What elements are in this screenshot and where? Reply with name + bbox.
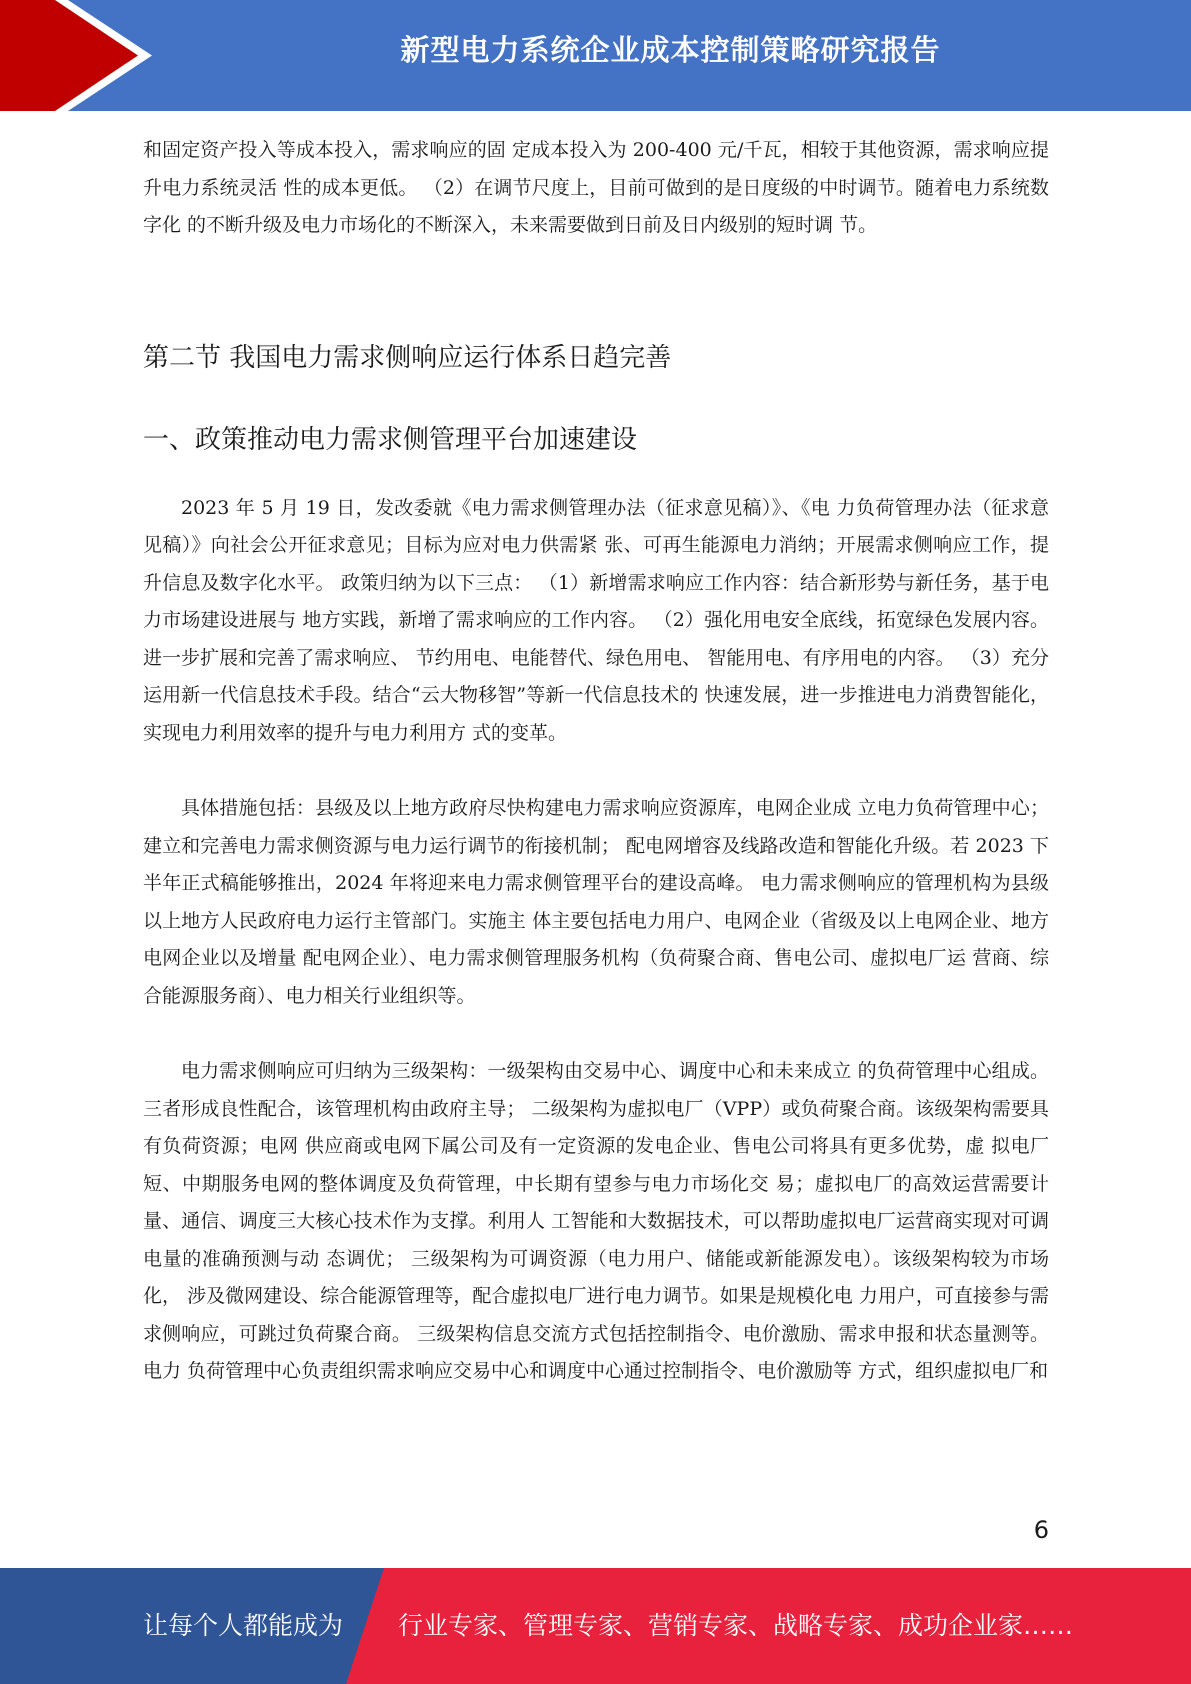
footer-slogan-right: 行业专家、管理专家、营销专家、战略专家、成功企业家……	[398, 1611, 1074, 1640]
section-title: 第二节 我国电力需求侧响应运行体系日趋完善	[143, 342, 672, 373]
subsection-title: 一、政策推动电力需求侧管理平台加速建设	[143, 424, 638, 455]
footer-slogan-left: 让每个人都能成为	[143, 1611, 344, 1640]
main-content	[143, 132, 1049, 1391]
intro-paragraph: 和固定资产投入等成本投入，需求响应的固 定成本投入为 200-400 元/千瓦，相较于其他资源，需求响应提升电力系统灵活 性的成本更低。 （2）在调节尺度上，目前可做到的是日度级的中时调节。随着电力系统数字化 的不断升级及电力市场化的不断深入，未来需要做到日前及日内级别的短时调 节。	[143, 139, 1049, 236]
page-number: 6	[1033, 1516, 1049, 1544]
policy-paragraph: 2023 年 5 月 19 日，发改委就《电力需求侧管理办法（征求意见稿）》、《电 力负荷管理办法（征求意见稿）》向社会公开征求意见；目标为应对电力供需紧 张、可再生能源电力消纳；开展需求侧响应工作，提升信息及数字化水平。 政策归纳为以下三点： （1）新增需求响应工作内容：结合新形势与新任务，基于电力市场建设进展与 地方实践，新增了需求响应的工作内容。 （2）强化用电安全底线，拓宽绿色发展内容。进一步扩展和完善了需求响应、 节约用电、电能替代、绿色用电、 智能用电、有序用电的内容。 （3）充分运用新一代信息技术手段。结合“云大物移智”等新一代信息技术的 快速发展，进一步推进电力消费智能化，实现电力利用效率的提升与电力利用方 式的变革。	[143, 496, 1049, 744]
page-footer	[0, 1568, 1191, 1684]
architecture-paragraph: 电力需求侧响应可归纳为三级架构：一级架构由交易中心、调度中心和未来成立 的负荷管理中心组成。三者形成良性配合，该管理机构由政府主导； 二级架构为虚拟电厂（VPP）或负荷聚合商。该级架构需要具有负荷资源；电网 供应商或电网下属公司及有一定资源的发电企业、售电公司将具有更多优势，虚 拟电厂短、中期服务电网的整体调度及负荷管理，中长期有望参与电力市场化交 易；虚拟电厂的高效运营需要计量、通信、调度三大核心技术作为支撑。利用人 工智能和大数据技术，可以帮助虚拟电厂运营商实现对可调电量的准确预测与动 态调优； 三级架构为可调资源（电力用户、储能或新能源发电）。该级架构较为市场化， 涉及微网建设、综合能源管理等，配合虚拟电厂进行电力调节。如果是规模化电 力用户，可直接参与需求侧响应，可跳过负荷聚合商。 三级架构信息交流方式包括控制指令、电价激励、需求申报和状态量测等。电力 负荷管理中心负责组织需求响应交易中心和调度中心通过控制指令、电价激励等 方式，组织虚拟电厂和	[143, 1060, 1049, 1382]
measures-paragraph: 具体措施包括：县级及以上地方政府尽快构建电力需求响应资源库，电网企业成 立电力负荷管理中心；建立和完善电力需求侧资源与电力运行调节的衔接机制； 配电网增容及线路改造和智能化升级。若 2023 下半年正式稿能够推出，2024 年将迎来电力需求侧管理平台的建设高峰。 电力需求侧响应的管理机构为县级以上地方人民政府电力运行主管部门。实施主 体主要包括电力用户、电网企业（省级及以上电网企业、地方电网企业以及增量 配电网企业）、电力需求侧管理服务机构（负荷聚合商、售电公司、虚拟电厂运 营商、综合能源服务商）、电力相关行业组织等。	[143, 797, 1049, 1007]
page-header	[0, 0, 1191, 111]
report-title: 新型电力系统企业成本控制策略研究报告	[400, 33, 941, 67]
